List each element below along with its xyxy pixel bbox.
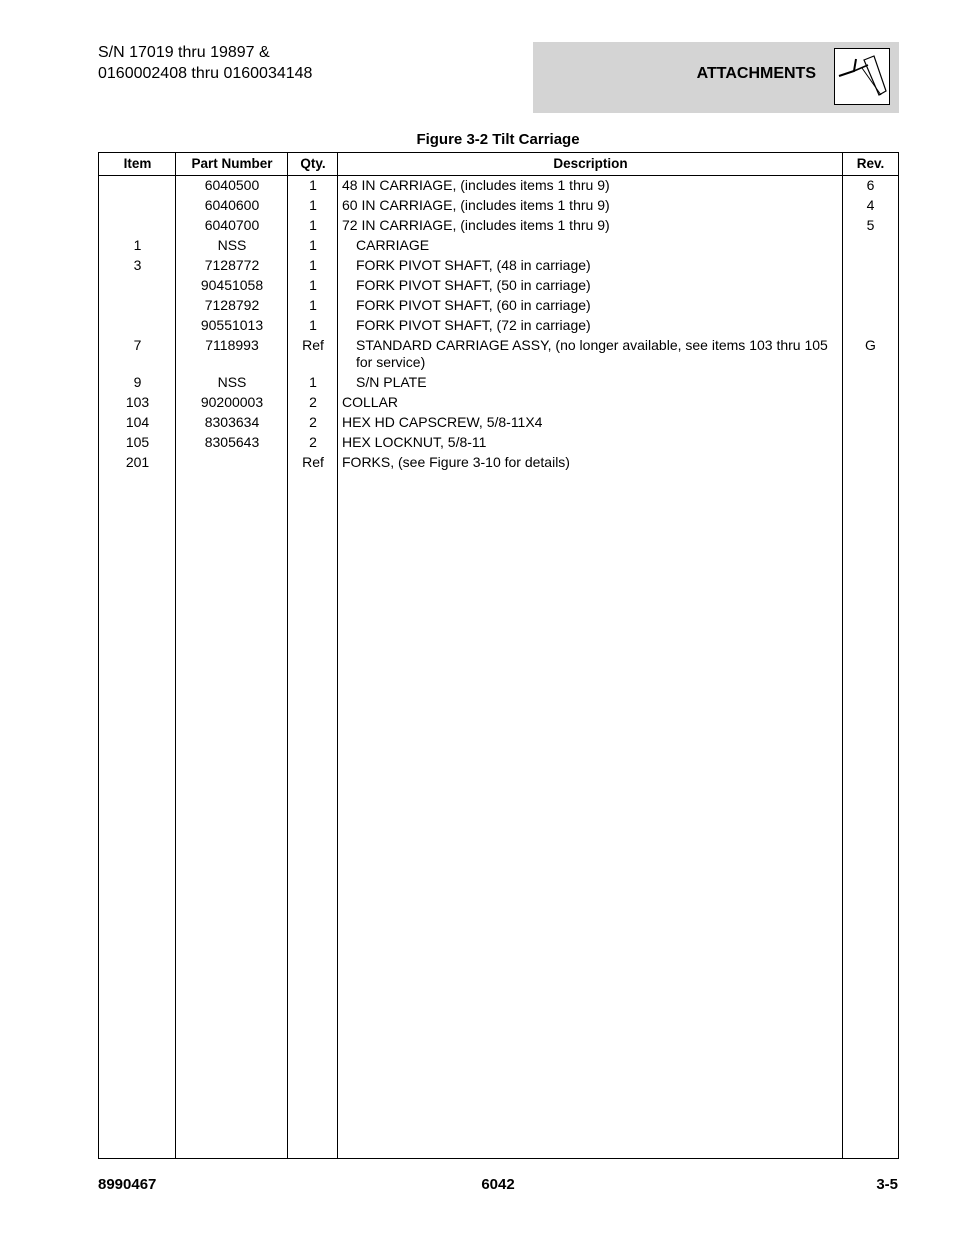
table-row xyxy=(99,236,898,256)
description-cell: CARRIAGE xyxy=(356,237,430,253)
quantity-cell: 1 xyxy=(309,374,317,390)
part-number-cell: 90551013 xyxy=(200,317,264,333)
description-cell: 48 IN CARRIAGE, (includes items 1 thru 9) xyxy=(342,177,610,193)
revision-cell: 4 xyxy=(866,197,875,213)
item-number-cell: 105 xyxy=(125,434,150,450)
quantity-cell: 2 xyxy=(309,394,317,410)
part-number-cell: 90200003 xyxy=(200,394,264,410)
item-number-cell: 1 xyxy=(133,237,142,253)
item-number-cell: 7 xyxy=(133,337,142,353)
table-row xyxy=(99,453,898,473)
item-number-cell: 103 xyxy=(125,394,150,410)
serial-line-2: 0160002408 thru 0160034148 xyxy=(98,65,313,82)
quantity-cell: 1 xyxy=(309,197,317,213)
description-cell: 72 IN CARRIAGE, (includes items 1 thru 9) xyxy=(342,217,610,233)
part-number-cell: 6040500 xyxy=(204,177,260,193)
table-row xyxy=(99,276,898,296)
serial-line-1: S/N 17019 thru 19897 & xyxy=(98,44,270,61)
part-number-cell: 6040600 xyxy=(204,197,260,213)
table-row xyxy=(99,336,898,373)
table-row xyxy=(99,196,898,216)
part-number-cell: 90451058 xyxy=(200,277,264,293)
section-tab xyxy=(533,42,899,113)
part-number-cell: 7128772 xyxy=(204,257,260,273)
parts-table xyxy=(98,152,899,1159)
revision-cell: 5 xyxy=(866,217,875,233)
column-header-part-number: Part Number xyxy=(191,156,273,171)
description-cell: FORK PIVOT SHAFT, (60 in carriage) xyxy=(356,297,591,313)
description-cell: 60 IN CARRIAGE, (includes items 1 thru 9) xyxy=(342,197,610,213)
table-row xyxy=(99,413,898,433)
quantity-cell: 1 xyxy=(309,237,317,253)
description-cell: FORK PIVOT SHAFT, (48 in carriage) xyxy=(356,257,591,273)
quantity-cell: Ref xyxy=(302,454,324,470)
revision-cell: 6 xyxy=(866,177,875,193)
column-header-rev: Rev. xyxy=(856,156,885,171)
table-row xyxy=(99,176,898,196)
table-row xyxy=(99,433,898,453)
description-cell: HEX HD CAPSCREW, 5/8-11X4 xyxy=(342,414,543,430)
description-cell: FORK PIVOT SHAFT, (50 in carriage) xyxy=(356,277,591,293)
quantity-cell: 1 xyxy=(309,177,317,193)
part-number-cell: 8303634 xyxy=(204,414,260,430)
quantity-cell: 1 xyxy=(309,317,317,333)
part-number-cell: NSS xyxy=(217,374,247,390)
figure-title: Figure 3-2 Tilt Carriage xyxy=(416,131,580,148)
description-cell: STANDARD CARRIAGE ASSY, (no longer available, see items 103 thru 105 for service) xyxy=(356,337,828,370)
column-header-qty: Qty. xyxy=(300,156,326,171)
quantity-cell: 1 xyxy=(309,217,317,233)
item-number-cell: 104 xyxy=(125,414,150,430)
serial-number-range xyxy=(98,42,312,84)
footer-manual-number: 8990467 xyxy=(98,1176,157,1193)
table-row xyxy=(99,216,898,236)
item-number-cell: 3 xyxy=(133,257,142,273)
part-number-cell: 6040700 xyxy=(204,217,260,233)
description-cell: S/N PLATE xyxy=(356,374,427,390)
table-row xyxy=(99,373,898,393)
item-number-cell: 9 xyxy=(133,374,142,390)
column-header-item: Item xyxy=(123,156,152,171)
part-number-cell: NSS xyxy=(217,237,247,253)
description-cell: COLLAR xyxy=(342,394,399,410)
description-cell: FORKS, (see Figure 3-10 for details) xyxy=(342,454,570,470)
part-number-cell: 7128792 xyxy=(204,297,260,313)
quantity-cell: Ref xyxy=(302,337,324,353)
quantity-cell: 2 xyxy=(309,414,317,430)
column-header-description: Description xyxy=(553,156,628,171)
table-body xyxy=(99,176,898,473)
footer-model: 6042 xyxy=(481,1176,515,1193)
revision-cell: G xyxy=(865,337,876,353)
quantity-cell: 1 xyxy=(309,297,317,313)
table-row xyxy=(99,316,898,336)
part-number-cell: 7118993 xyxy=(205,337,259,353)
fork-attachment-icon xyxy=(834,48,890,105)
table-row xyxy=(99,256,898,276)
description-cell: FORK PIVOT SHAFT, (72 in carriage) xyxy=(356,317,591,333)
quantity-cell: 1 xyxy=(309,277,317,293)
table-row xyxy=(99,393,898,413)
table-row xyxy=(99,296,898,316)
quantity-cell: 1 xyxy=(309,257,317,273)
section-title: ATTACHMENTS xyxy=(696,65,816,82)
quantity-cell: 2 xyxy=(309,434,317,450)
item-number-cell: 201 xyxy=(125,454,150,470)
footer-page-number: 3-5 xyxy=(876,1176,898,1193)
part-number-cell: 8305643 xyxy=(204,434,260,450)
description-cell: HEX LOCKNUT, 5/8-11 xyxy=(342,434,487,450)
